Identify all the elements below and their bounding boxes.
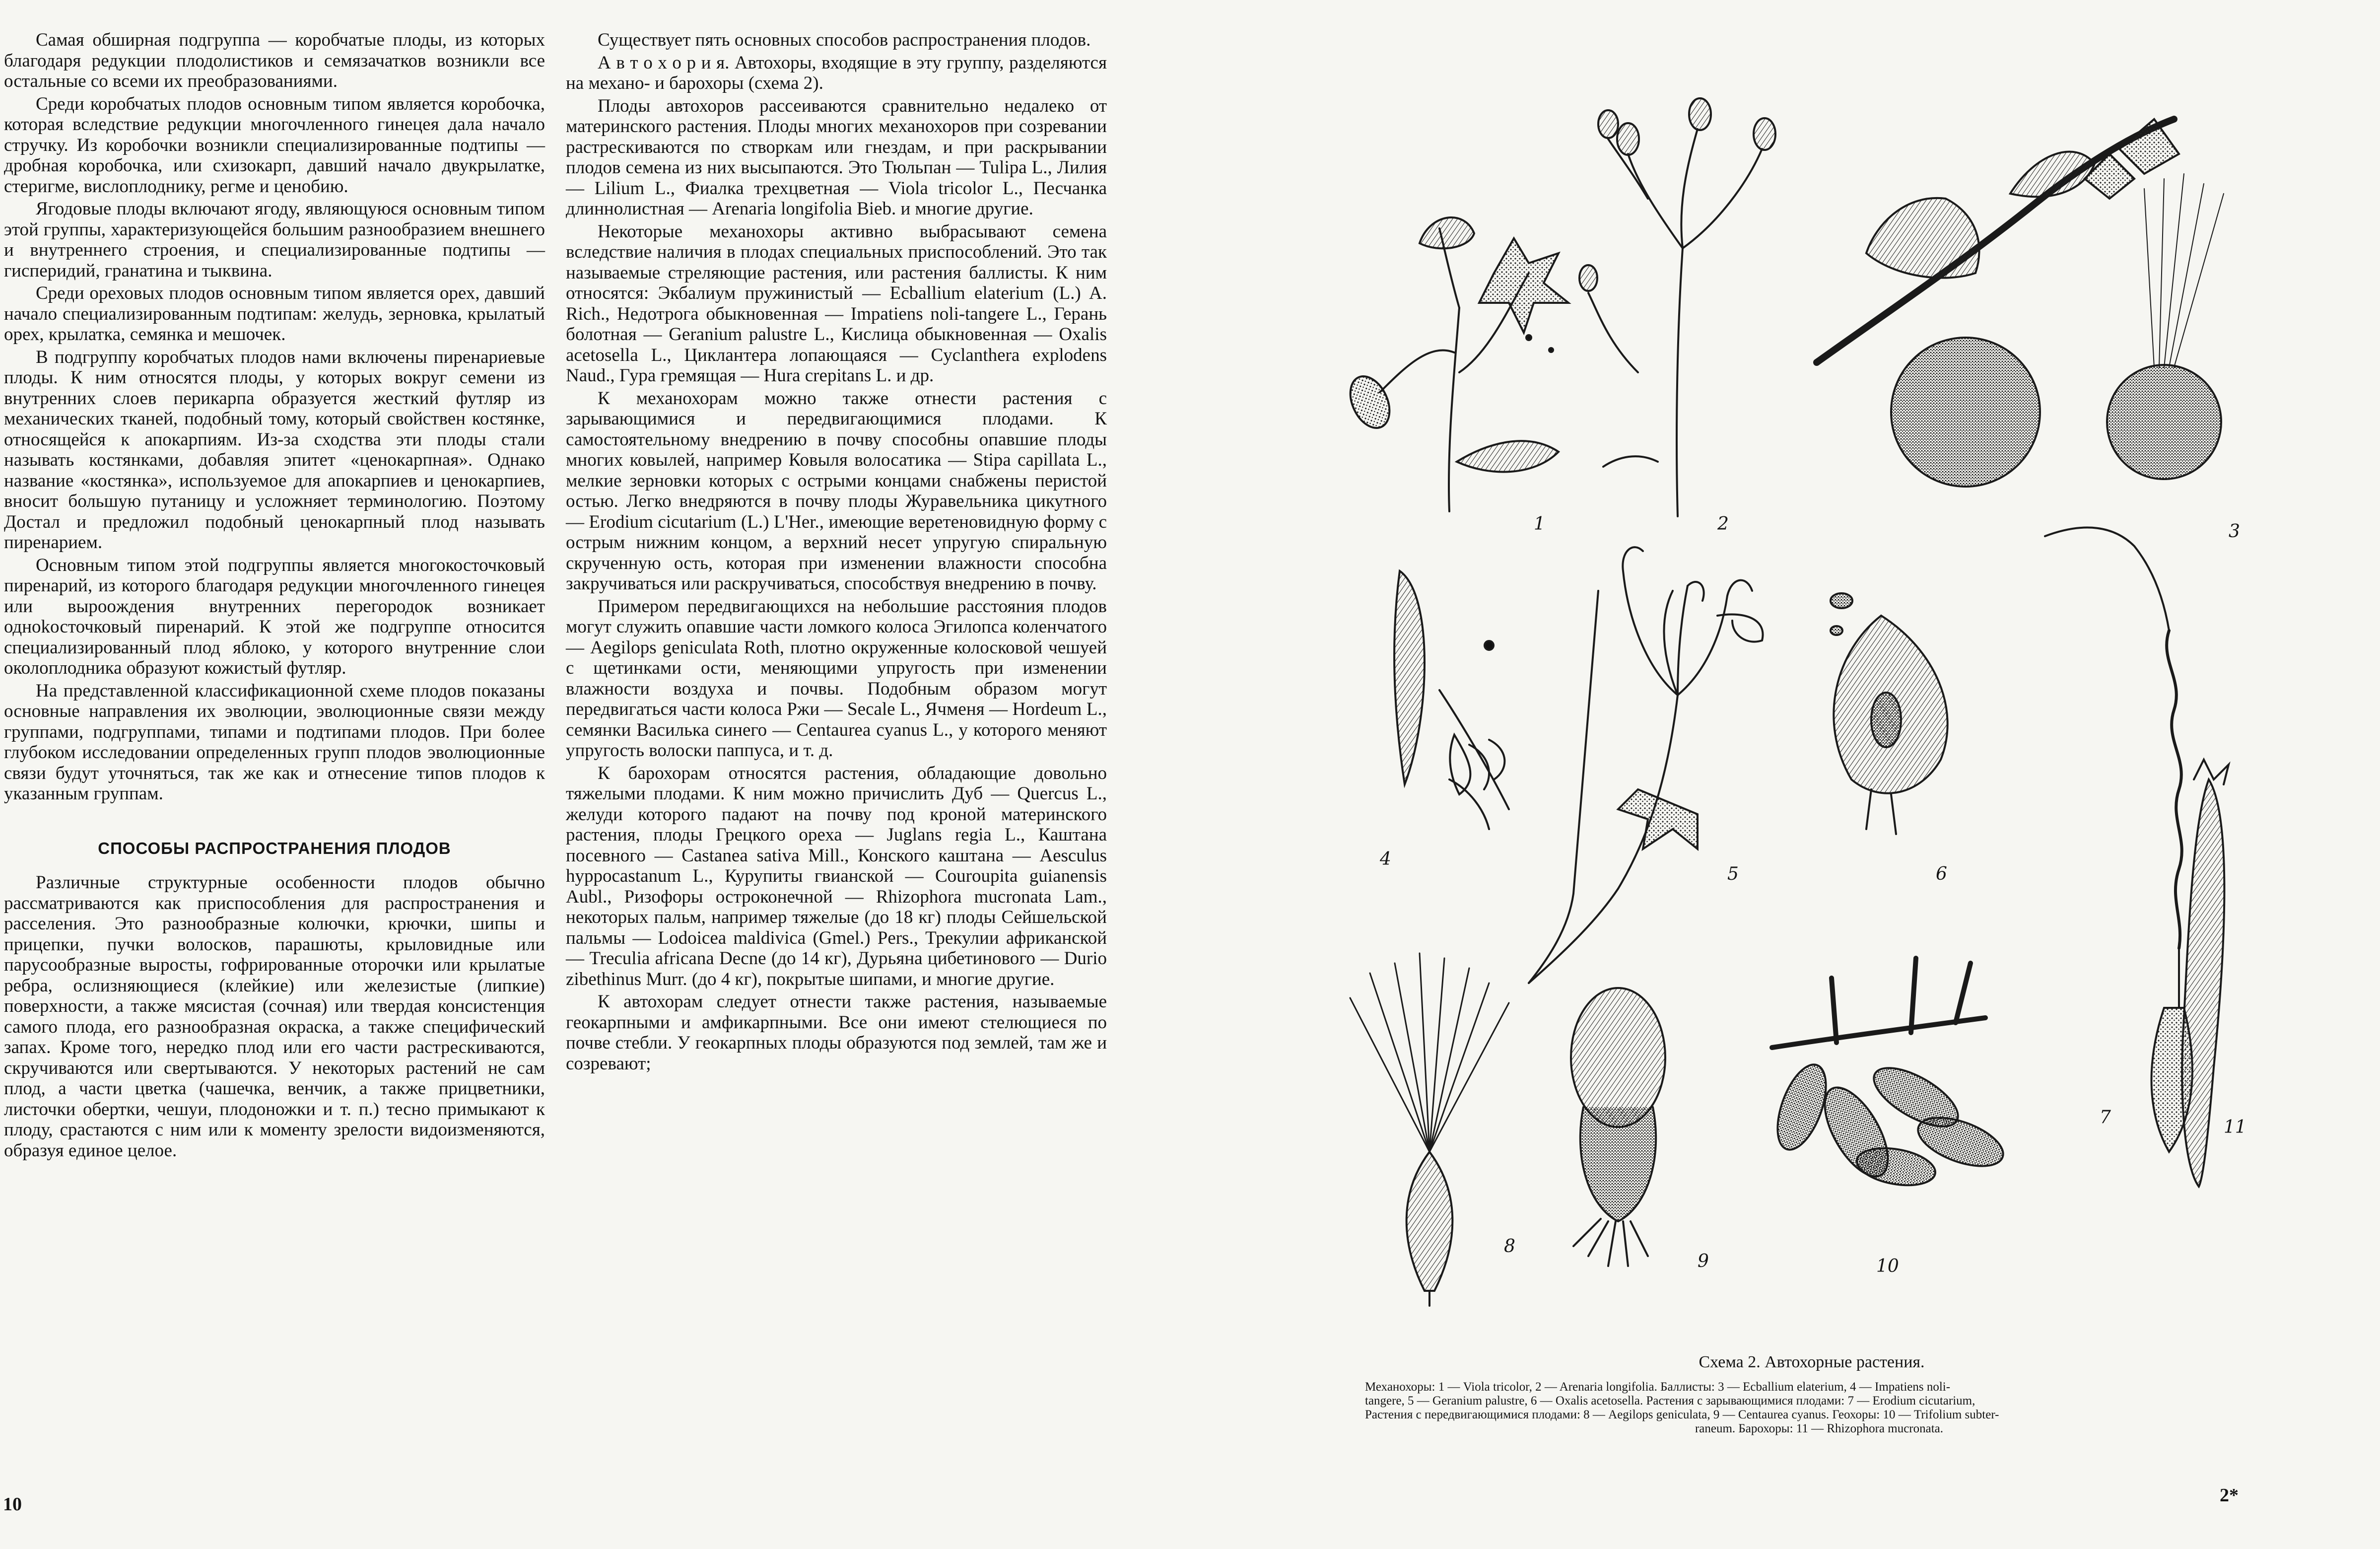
paragraph: В подгруппу коробчатых плодов нами включены пиренариевые плоды. К ним относятся плоды, у которых вокруг семени из внутренних слоев перикарпа образуется жесткий футляр из механических тканей, подобный тому, который свойствен костянке, относящейся к апокарпиям. Из-за сходства эти плоды стали называть костянками, добавляя эпитет «ценокарпная». Однако название «костянка», используемое для апокарпиев и ценокарпиев, вносит большую путаницу и усложняет терминологию. Поэтому Достал и предложил подобный ценокарпный плод называть пиренарием.	[4, 347, 545, 553]
paragraph: К барохорам относятся растения, обладающие довольно тяжелыми плодами. К ним можно причислить Дуб — Quercus L., желуди которого падают на почву под кроной материнского растения, плоды Грецкого ореха — Juglans regia L., Каштана посевного — Castanea sativa Mill., Конского каштана — Aesculus hyppocastanum L., Курупиты гвианской — Couroupita guianensis Aubl., Ризофоры остроконечной — Rhizophora mucronata Lam., некоторых пальм, например тяжелые (до 18 кг) плоды Сейшельской пальмы — Lodoicea maldivica (Gmel.) Pers., Трекулии африканской — Treculia africana Decne (до 14 кг), Дурьяна цибетинового — Durio zibethinus Murr. (до 4 кг), покрытые шипами, и многие другие.	[566, 763, 1107, 989]
caption-line: Механохоры: 1 — Viola tricolor, 2 — Arenaria longifolia. Баллисты: 3 — Ecballium elaterium, 4 — Impatiens noli-	[1365, 1380, 1951, 1394]
paragraph: Различные структурные особенности плодов обычно рассматриваются как приспособления для распространения и расселения. Это разнообразные колючки, крючки, шипы и прицепки, пучки волосков, парашюты, крыловидные или парусообразные выросты, гофрированные оторочки или крылатые ребра, ослизняющиеся (клейкие) или железистые (липкие) поверхности, а также мясистая (сочная) или твердая консистенция самого плода, его разнообразная окраска, а также специфический запах. Кроме того, нередко плод или его части растрескиваются, скручиваются или свертываются. У некоторых растений не сам плод, а части цветка (чашечка, венчик, а также прицветники, листочки обертки, чешуи, плодоножки и т. п.) тесно примыкают к плоду, срастаются с ним или к моменту зрелости видоизменяются, образуя единое целое.	[4, 872, 545, 1161]
figure-number: 9	[1698, 1251, 1709, 1271]
page-number-right: 2*	[2220, 1485, 2239, 1506]
left-text-column	[4, 30, 545, 1161]
oxalis-acetosella-drawing	[1831, 593, 1948, 834]
caption-line: Растения с передвигающимися плодами: 8 — Aegilops geniculata, 9 — Centaurea cyanus. Геохоры: 10 — Trifolium subter-	[1365, 1408, 1999, 1421]
aegilops-geniculata-drawing	[1350, 953, 1509, 1306]
impatiens-noli-tangere-drawing	[1394, 571, 1509, 829]
section-heading: СПОСОБЫ РАСПРОСТРАНЕНИЯ ПЛОДОВ	[98, 839, 451, 857]
paragraph: Существует пять основных способов распространения плодов.	[598, 30, 1091, 50]
rhizophora-mucronata-drawing	[2182, 760, 2229, 1187]
paragraph: Ягодовые плоды включают ягоду, являющуюся основным типом этой группы, характеризующейся большим разнообразием внешнего и внутреннего строения, и специализированные подтипы — гиспеpидий, гранатина и тыквина.	[4, 199, 545, 281]
trifolium-subterraneum-drawing	[1768, 958, 2010, 1191]
figure-number: 4	[1380, 849, 1391, 869]
ecballium-elaterium-drawing	[1817, 119, 2224, 487]
paragraph: А в т о х о р и я. Автохоры, входящие в эту группу, разделяются на механо- и барохоры (схема 2).	[566, 52, 1107, 93]
erodium-cicutarium-drawing	[2045, 528, 2192, 1152]
geranium-palustre-drawing	[1529, 547, 1763, 983]
page-number-left: 10	[3, 1494, 22, 1515]
figure-number: 1	[1534, 514, 1545, 534]
arenaria-longifolia-drawing	[1579, 98, 1775, 516]
paragraph: Среди ореховых плодов основным типом является орех, давший начало специализированным подтипам: желудь, зерновка, крылатый орех, крылатка, семянка и мешочек.	[4, 283, 545, 345]
paragraph: На представленной классификационной схеме плодов показаны основные направления их эволюции, эволюционные связи между группами, подгруппами, типами и подтипами плодов. При более глубоком исследовании определенных групп плодов эволюционные связи будут уточняться, так же как и отнесение типов плодов к указанным группам.	[4, 680, 545, 804]
paragraph: К механохорам можно также отнести растения с зарывающимися и передвигающимися плодами. К самостоятельному внедрению в почву способны опавшие плоды многих ковылей, например Ковыля волосатика — Stipa capillata L., мелкие зерновки которых с острыми концами снабжены перистой остью. Легко внедряются в почву плоды Журавельника цикутного — Erodium cicutarium (L.) L'Her., имеющие веретеновидную форму с острым нижним концом, а верхний несет упругую спиральную скрученную ость, которая при изменении влажности способна закручиваться или раскручиваться, способствуя внедрению в почву.	[566, 388, 1107, 594]
paragraph: Основным типом этой подгруппы является многокосточковый пиренарий, из которого благодаря редукции многочленного гинецея или выроoждения внутренних перегородок возникает одноkосточковый пиренарий. К этой же подгруппе относится специализированный плод яблоко, у которого внутренние слои околоплодника образуют кожистый футляр.	[4, 555, 545, 678]
figure-number: 6	[1936, 864, 1947, 884]
figure-number: 7	[2100, 1107, 2111, 1127]
figure-number: 5	[1727, 864, 1739, 884]
paragraph: Среди коробчатых плодов основным типом является коробочка, которая вследствие редукции многочленного гинецея дала начало стручку. Из коробочки возникли специализированные подтипы — дробная коробочка, или схизокарп, давший начало двукрылатке, стеригме, вислоплоднику, регме и ценобию.	[4, 93, 545, 197]
paragraph: Плоды автохоров рассеиваются сравнительно недалеко от материнского растения. Плоды многих механохоров при созревании растрескиваются по створкам или гнездам, и при раскрывании плодов семена из них высыпаются. Это Тюльпан — Tulipa L., Лилия — Lilium L., Фиалка трехцветная — Viola tricolor L., Песчанка длиннолистная — Arenaria longifolia Bieb. и многие другие.	[566, 95, 1107, 219]
botanical-illustration-panel	[1340, 74, 2283, 1345]
paragraph: Некоторые механохоры активно выбрасывают семена вследствие наличия в плодах специальных приспособлений. Это так называемые стреляющие растения, или растения баллисты. К ним относятся: Экбалиум пружинистый — Ecballium elaterium (L.) A. Rich., Недотрога обыкновенная — Impatiens noli-tangere L., Герань болотная — Geranium palustre L., Кислица обыкновенная — Oxalis acetosella L., Циклантера лопающаяся — Cyclanthera explodens Naud., Гура гремящая — Hura crepitans L. и др.	[566, 221, 1107, 386]
figure-caption-title: Схема 2. Автохорные растения.	[1699, 1353, 1925, 1371]
paragraph: К автохорам следует отнести также растения, называемые геокарпными и амфикарпными. Все они имеют стелющиеся по почве стебли. У геокарпных плоды образуются под землей, там же и созревают;	[566, 991, 1107, 1074]
viola-tricolor-drawing	[1343, 217, 1568, 511]
figure-number: 8	[1504, 1236, 1515, 1257]
figure-caption	[1365, 1380, 2273, 1436]
paragraph: Примером передвигающихся на небольшие расстояния плодов могут служить опавшие части ломкого колоса Эгилопса коленчатого — Aegilops geniculata Roth, плотно окруженные колосковой чешуей с щетинками ости, меняющими упругость при изменении влажности воздуха и почвы. Подобным образом могут передвигаться части колоса Ржи — Secale L., Ячменя — Hordeum L., семянки Василька синего — Centaurea cyanus L., у которого меняют упругость волоски паппуса, и т. д.	[566, 596, 1107, 761]
centaurea-cyanus-drawing	[1571, 988, 1665, 1266]
figure-number: 10	[1876, 1256, 1899, 1276]
middle-text-column	[566, 30, 1107, 1074]
paragraph: Самая обширная подгруппа — коробчатые плоды, из которых благодаря редукции плодолистиков и семязачатков возникли все остальные со всеми их преобразованиями.	[4, 30, 545, 91]
figure-number: 2	[1717, 514, 1729, 534]
figure-number: 3	[2229, 521, 2240, 542]
figure-number: 11	[2224, 1117, 2246, 1137]
caption-line: raneum. Барохоры: 11 — Rhizophora mucronata.	[1695, 1422, 1944, 1435]
caption-line: tangere, 5 — Geranium palustre, 6 — Oxalis acetosella. Растения с зарывающимися плодами: 7 — Erodium cicutarium,	[1365, 1394, 1975, 1408]
plant-drawings	[1340, 74, 2283, 1345]
